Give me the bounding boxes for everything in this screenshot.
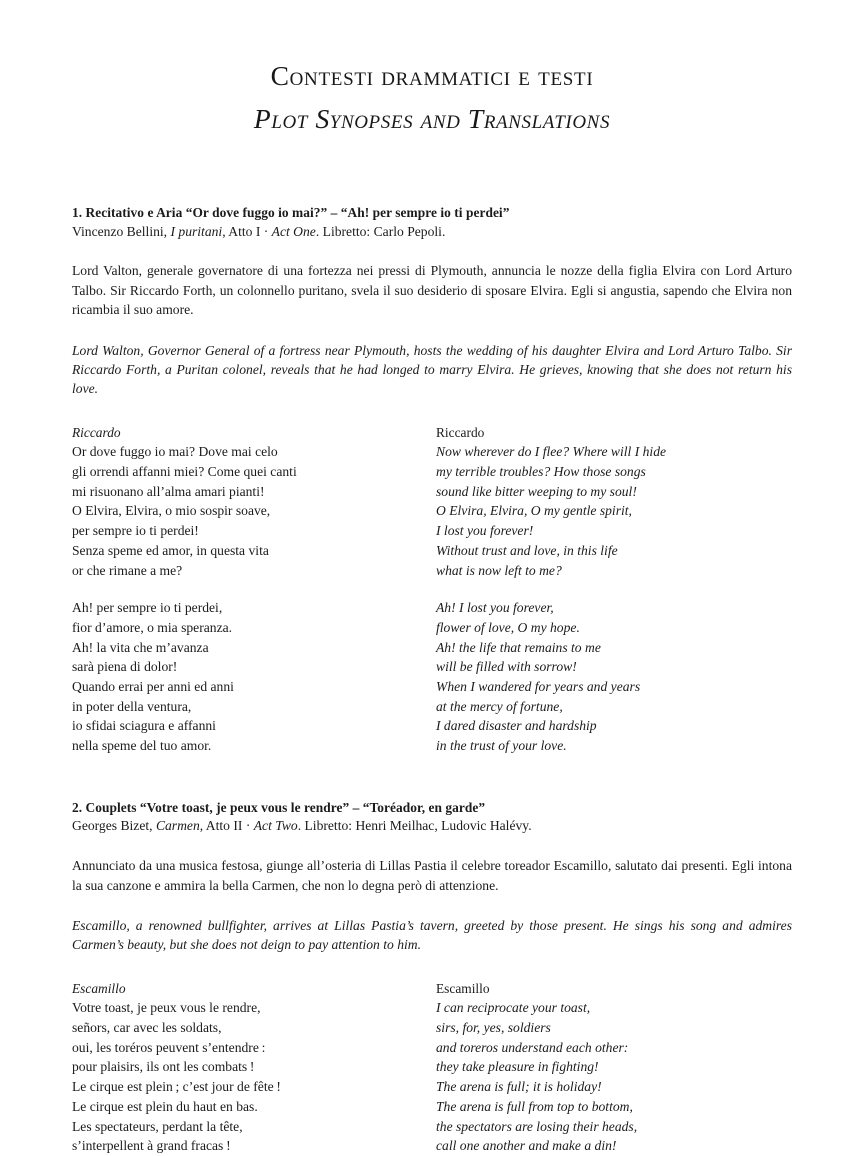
verse-column-original (72, 979, 436, 1156)
verse-line: I can reciprocate your toast, (436, 1000, 591, 1016)
verse-line: Or dove fuggo io mai? Dove mai celo (72, 444, 278, 460)
verse-line: and toreros understand each other: (436, 1039, 629, 1055)
verse-line: Now wherever do I flee? Where will I hide (436, 444, 667, 460)
verse-line: Ah! la vita che m’avanza (72, 639, 209, 655)
verse-line: Le cirque est plein ; c’est jour de fête ! (72, 1079, 281, 1095)
page-title-english: Plot Synopses and Translations (253, 102, 611, 134)
stanza (436, 598, 800, 756)
verse-line: flower of love, O my hope. (436, 619, 580, 635)
aria-section-2 (72, 799, 792, 1156)
verse-line: gli orrendi affanni miei? Come quei canti (72, 464, 297, 480)
verse-line: oui, les toréros peuvent s’entendre : (72, 1039, 266, 1055)
verse-line: io sfidai sciagura e affanni (72, 718, 216, 734)
verse-line: I lost you forever! (436, 523, 534, 539)
verse-line: Senza speme ed amor, in questa vita (72, 542, 269, 558)
composer-name: Georges Bizet, (72, 818, 156, 834)
verse-line: Le cirque est plein du haut en bas. (72, 1098, 258, 1114)
verse-line: sound like bitter weeping to my soul! (436, 483, 637, 499)
aria-heading: 1. Recitativo e Aria “Or dove fuggo io mai?” – “Ah! per sempre io ti perdei” (72, 205, 510, 220)
act-english: Act One (271, 223, 316, 239)
opera-title: Carmen (155, 818, 200, 834)
verse-line: Ah! I lost you forever, (436, 600, 554, 616)
act-english: Act Two (253, 818, 298, 834)
verse-line: señors, car avec les soldats, (72, 1020, 222, 1035)
verse-line: or che rimane a me? (72, 562, 183, 578)
synopsis-italian: Annunciato da una musica festosa, giunge all’osteria di Lillas Pastia il celebre toreador Escamillo, salutato dai presenti. Egli intona la sua canzone e ammira la bella Carmen, che non lo degna però di attenzione. (72, 858, 792, 893)
verse-line: nella speme del tuo amor. (72, 738, 212, 754)
verse-column-translation (436, 979, 800, 1156)
verse-line: Ah! the life that remains to me (436, 639, 601, 655)
act-italian: , Atto I · (222, 223, 272, 239)
verse-line: The arena is full; it is holiday! (436, 1079, 602, 1095)
verse-line: When I wandered for years and years (436, 679, 641, 695)
verse-line: they take pleasure in fighting! (436, 1059, 599, 1075)
page-title-block (72, 0, 792, 132)
verse-line: call one another and make a din! (436, 1138, 617, 1154)
verse-line: sarà piena di dolor! (72, 659, 178, 675)
stanza (72, 998, 436, 1156)
verse-line: pour plaisirs, ils ont les combats ! (72, 1059, 255, 1075)
stanza (436, 442, 800, 580)
verse-line: sirs, for, yes, soldiers (436, 1020, 551, 1035)
composer-name: Vincenzo Bellini, (72, 223, 171, 239)
aria-heading: 2. Couplets “Votre toast, je peux vous le rendre” – “Toréador, en garde” (72, 799, 486, 815)
verse-line: my terrible troubles? How those songs (436, 464, 646, 480)
verse-line: what is now left to me? (436, 562, 562, 578)
stanza (72, 442, 436, 580)
verse-line: in poter della ventura, (72, 698, 192, 714)
act-italian: , Atto II · (199, 818, 254, 834)
sections-container (72, 204, 792, 1156)
verse-line: fior d’amore, o mia speranza. (72, 619, 233, 635)
speaker-label: Riccardo (72, 424, 121, 440)
aria-section-1 (72, 204, 792, 756)
verse-line: s’interpellent à grand fracas ! (72, 1138, 231, 1154)
aria-credit (72, 223, 792, 242)
librettist: . Libretto: Carlo Pepoli. (315, 223, 446, 239)
stanza (436, 998, 800, 1156)
verse-columns (72, 979, 792, 1156)
verse-columns (72, 423, 792, 756)
verse-line: will be filled with sorrow! (436, 659, 577, 675)
verse-line: The arena is full from top to bottom, (436, 1098, 633, 1114)
verse-column-original (72, 423, 436, 756)
verse-line: per sempre io ti perdei! (72, 523, 199, 539)
speaker-label: Riccardo (436, 424, 485, 440)
synopsis-italian: Lord Valton, generale governatore di una fortezza nei pressi di Plymouth, annuncia le nozze della figlia Elvira con Lord Arturo Talbo. Sir Riccardo Forth, un colonnello puritano, svela il suo desiderio di sposare Elvira. Egli si angustia, sapendo che Elvira non ricambia il suo amore. (72, 263, 792, 318)
aria-credit (72, 817, 792, 836)
verse-line: mi risuonano all’alma amari pianti! (72, 483, 265, 499)
page-title-italian: Contesti drammatici e testi (270, 60, 594, 91)
verse-line: O Elvira, Elvira, o mio sospir soave, (72, 503, 271, 519)
verse-line: the spectators are losing their heads, (436, 1118, 638, 1134)
speaker-label: Escamillo (436, 980, 490, 996)
opera-title: I puritani (170, 223, 223, 239)
verse-line: O Elvira, Elvira, O my gentle spirit, (436, 503, 632, 519)
verse-line: in the trust of your love. (436, 738, 567, 754)
synopsis-english: Escamillo, a renowned bullfighter, arrives at Lillas Pastia’s tavern, greeted by those present. He sings his song and admires Carmen’s beauty, but she does not deign to pay attention to him. (72, 917, 792, 953)
verse-line: Les spectateurs, perdant la tête, (72, 1118, 243, 1134)
synopsis-english: Lord Walton, Governor General of a fortress near Plymouth, hosts the wedding of his daughter Elvira and Lord Arturo Talbo. Sir Riccardo Forth, a Puritan colonel, reveals that he had longed to marry Elvira. He grieves, knowing that she does not return his love. (72, 342, 792, 397)
verse-line: I dared disaster and hardship (436, 718, 597, 734)
stanza (72, 598, 436, 756)
verse-line: Votre toast, je peux vous le rendre, (72, 1000, 261, 1016)
verse-column-translation (436, 423, 800, 756)
speaker-label: Escamillo (72, 980, 126, 996)
verse-line: Ah! per sempre io ti perdei, (72, 600, 223, 616)
verse-line: Quando errai per anni ed anni (72, 679, 234, 695)
verse-line: at the mercy of fortune, (436, 698, 563, 714)
verse-line: Without trust and love, in this life (436, 542, 618, 558)
librettist: . Libretto: Henri Meilhac, Ludovic Halévy. (297, 818, 532, 834)
